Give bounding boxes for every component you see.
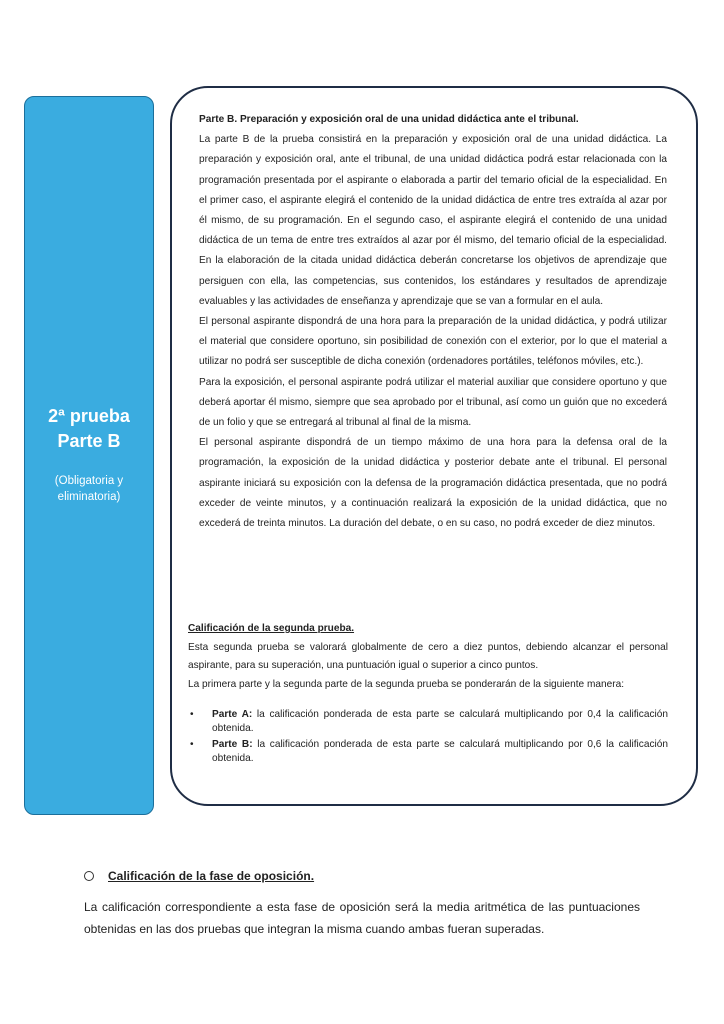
bullet-icon: • (190, 739, 194, 750)
sidebar-box (24, 96, 154, 815)
sidebar-title-line1: 2ª prueba (48, 406, 130, 426)
calificacion-list (188, 708, 668, 766)
sidebar-note (25, 473, 153, 505)
fase-paragraph: La calificación correspondiente a esta fase de oposición será la media aritmética de las puntuaciones obtenidas en las dos pruebas que integran la misma cuando ambas fueran superadas. (84, 900, 640, 936)
fase-heading (84, 868, 314, 884)
calificacion-heading: Calificación de la segunda prueba. (188, 623, 355, 634)
calificacion-paragraph: Esta segunda prueba se valorará globalmente de cero a diez puntos, debiendo alcanzar el personal aspirante, para su superación, una puntuación igual o superior a cinco puntos. (188, 641, 668, 671)
list-item (188, 738, 668, 766)
circle-icon (84, 871, 94, 881)
part-b-paragraph: La parte B de la prueba consistirá en la preparación y exposición oral de una unidad didáctica. La preparación y exposición oral, ante el tribunal, de una unidad didáctica podrá estar relacionada con la programación presentada por el aspirante o elaborada a partir del temario oficial de la especialidad. En el primer caso, el aspirante elegirá el contenido de la unidad didáctica de entre tres extraída al azar por él mismo, de su programación. En el segundo caso, el aspirante elegirá el contenido de una unidad didáctica de un tema de entre tres extraídos al azar por él mismo, del temario oficial de la especialidad. En la elaboración de la citada unidad didáctica deberán concretarse los objetivos de aprendizaje que persiguen con ella, las competencias, sus contenidos, los estándares y resultados de aprendizaje evaluables y las actividades de enseñanza y aprendizaje que se van a formular en el aula. (199, 134, 667, 307)
sidebar-note-line2: eliminatoria) (57, 491, 121, 503)
calificacion-paragraph: La primera parte y la segunda parte de la segunda prueba se ponderarán de la siguiente manera: (188, 678, 625, 690)
list-item (188, 708, 668, 736)
sidebar-note-line1: (Obligatoria y (54, 475, 124, 487)
part-b-paragraph: El personal aspirante dispondrá de un tiempo máximo de una hora para la defensa oral de la programación, la exposición de la unidad didáctica y posterior debate ante el tribunal. El personal aspirante iniciará su exposición con la defensa de la programación didáctica presentada, que no podrá exceder de veinte minutos, y a continuación realizará la exposición de la unidad didáctica, que no excederá de treinta minutos. La duración del debate, o en su caso, no podrá exceder de diez minutos. (199, 437, 667, 530)
part-b-paragraph: El personal aspirante dispondrá de una hora para la preparación de la unidad didáctica, y podrá utilizar el material que considere oportuno, sin posibilidad de conexión con el exterior, por lo que el material a utilizar no podrá ser susceptible de dicha conexión (ordenadores portátiles, teléfonos móviles, etc.). (199, 316, 667, 368)
list-item-label: Parte B: (212, 739, 253, 750)
fase-heading-title: Calificación de la fase de oposición. (108, 869, 315, 883)
list-item-text: la calificación ponderada de esta parte se calculará multiplicando por 0,4 la calificación obtenida. (212, 709, 668, 734)
part-b-section (199, 110, 667, 534)
sidebar-title-line2: Parte B (57, 431, 121, 451)
bullet-icon: • (190, 709, 194, 720)
sidebar-title (25, 404, 153, 454)
part-b-paragraph: Para la exposición, el personal aspirante podrá utilizar el material auxiliar que considere oportuno y que deberá aportar él mismo, siempre que sea aprobado por el tribunal, así como un guión que no excederá de un folio y que se entregará al tribunal al final de la misma. (199, 376, 667, 429)
part-b-heading: Parte B. Preparación y exposición oral de una unidad didáctica ante el tribunal. (199, 114, 579, 125)
calificacion-section (188, 620, 668, 768)
list-item-label: Parte A: (212, 709, 253, 720)
list-item-text: la calificación ponderada de esta parte se calculará multiplicando por 0,6 la calificación obtenida. (212, 739, 668, 764)
